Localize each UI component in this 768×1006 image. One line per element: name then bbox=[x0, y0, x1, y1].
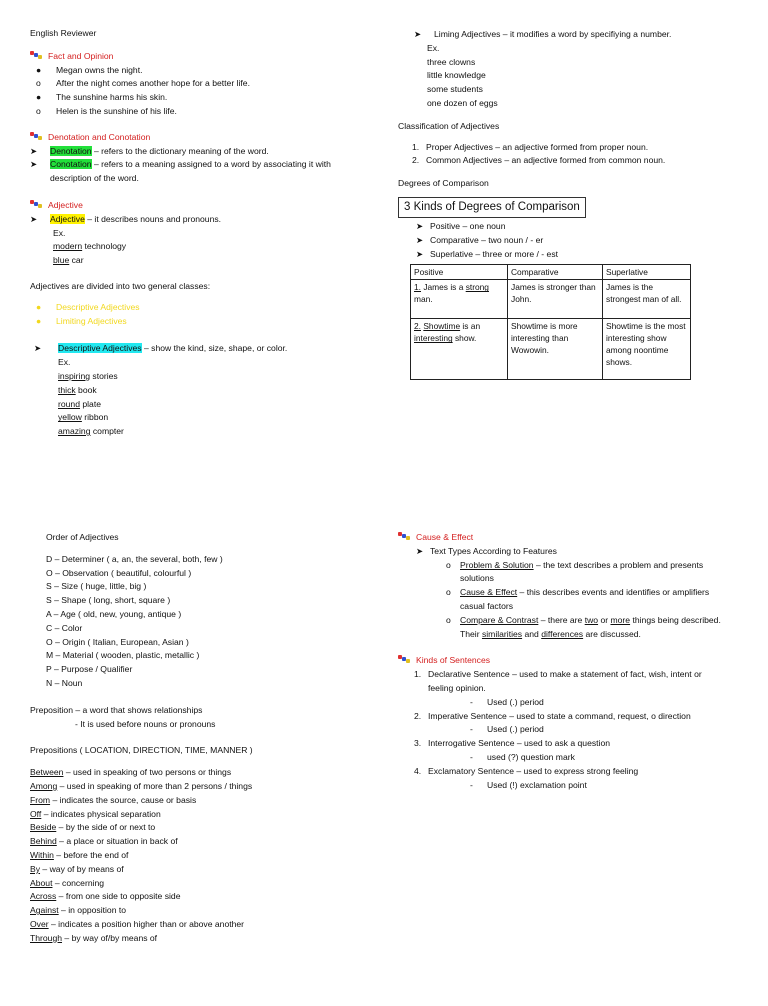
classification-item: 2. Common Adjectives – an adjective formed from common noun. bbox=[412, 155, 666, 166]
list-item: ● The sunshine harms his skin. bbox=[30, 91, 375, 105]
arrow-bullet-icon: ➤ bbox=[30, 145, 38, 156]
order-item: A – Age ( old, new, young, antique ) bbox=[46, 608, 182, 619]
order-item: C – Color bbox=[46, 622, 83, 633]
arrow-bullet-icon: ➤ bbox=[416, 220, 424, 231]
list-item: Behind – a place or situation in back of bbox=[30, 836, 178, 847]
order-item: N – Noun bbox=[46, 677, 83, 688]
sentence-item: 1. Declarative Sentence – used to make a statement of fact, wish, intent or bbox=[414, 669, 702, 680]
degree-item: ➤ Comparative – two noun / - er bbox=[398, 234, 748, 248]
text-type-item: o Problem & Solution – the text describes a problem and presents bbox=[446, 559, 704, 570]
section-marker-icon bbox=[30, 132, 42, 141]
left-column-top bbox=[30, 27, 375, 439]
section-heading-denotation: Denotation and Conotation bbox=[30, 131, 375, 145]
table-header-cell: Positive bbox=[411, 265, 508, 280]
right-column-bottom bbox=[398, 531, 753, 792]
arrow-bullet-icon: ➤ bbox=[414, 29, 422, 39]
list-item: o After the night comes another hope for a better life. bbox=[30, 77, 375, 91]
degree-item: ➤ Positive – one noun bbox=[398, 220, 748, 234]
example-item: some students bbox=[427, 84, 483, 95]
order-item: S – Shape ( long, short, square ) bbox=[46, 595, 171, 606]
text-type-item-cont: Their similarities and differences are discussed. bbox=[460, 628, 641, 639]
section-marker-icon bbox=[30, 51, 42, 60]
list-item: Beside – by the side of or next to bbox=[30, 822, 156, 833]
table-header-cell: Comparative bbox=[508, 265, 603, 280]
preposition-definition: Preposition – a word that shows relationships bbox=[30, 704, 203, 715]
section-heading-sentences: Kinds of Sentences bbox=[398, 654, 753, 668]
text-type-item-cont: solutions bbox=[460, 573, 494, 584]
list-item: About – concerning bbox=[30, 877, 105, 888]
list-item: Among – used in speaking of more than 2 persons / things bbox=[30, 780, 253, 791]
section-heading-cause-effect: Cause & Effect bbox=[398, 531, 753, 545]
table-cell: James is stronger than John. bbox=[508, 280, 603, 319]
sentence-item: 3. Interrogative Sentence – used to ask a question bbox=[414, 738, 611, 749]
bullet-marker: ● bbox=[36, 92, 42, 103]
class-item: ● Descriptive Adjectives bbox=[30, 301, 375, 315]
order-item: O – Origin ( Italian, European, Asian ) bbox=[46, 636, 189, 647]
section-heading-adjective: Adjective bbox=[30, 199, 375, 213]
class-item: ● Limiting Adjectives bbox=[30, 315, 375, 329]
arrow-bullet-icon: ➤ bbox=[416, 234, 424, 245]
example-item: little knowledge bbox=[427, 70, 486, 81]
degree-item: ➤ Superlative – three or more / - est bbox=[398, 248, 748, 262]
degrees-box-heading: 3 Kinds of Degrees of Comparison bbox=[398, 197, 586, 218]
example-label: Ex. bbox=[427, 42, 440, 53]
sentence-item: 2. Imperative Sentence – used to state a command, request, o direction bbox=[414, 710, 691, 721]
list-item: Within – before the end of bbox=[30, 849, 129, 860]
table-cell: 2. Showtime is an interesting show. bbox=[411, 319, 508, 380]
text-type-item-cont: casual factors bbox=[460, 600, 514, 611]
table-header-cell: Superlative bbox=[603, 265, 691, 280]
list-item: Through – by way of/by means of bbox=[30, 932, 158, 943]
arrow-bullet-icon: ➤ bbox=[34, 343, 42, 354]
prepositions-heading: Prepositions ( LOCATION, DIRECTION, TIME, MANNER ) bbox=[30, 745, 253, 756]
order-item: O – Observation ( beautiful, colourful ) bbox=[46, 567, 192, 578]
bullet-marker: o bbox=[36, 78, 41, 89]
arrow-bullet-icon: ➤ bbox=[416, 545, 424, 556]
example-item: one dozen of eggs bbox=[427, 97, 498, 108]
fact-opinion-list bbox=[30, 64, 375, 119]
left-column-bottom bbox=[30, 531, 380, 946]
example-label: Ex. bbox=[58, 357, 71, 368]
bullet-marker: ● bbox=[36, 315, 42, 326]
conotation-continued: description of the word. bbox=[50, 173, 139, 184]
arrow-bullet-icon: ➤ bbox=[416, 248, 424, 259]
example-item: modern technology bbox=[53, 241, 127, 252]
example-item: three clowns bbox=[427, 56, 476, 67]
list-item: By – way of by means of bbox=[30, 863, 124, 874]
preposition-definition-note: - It is used before nouns or pronouns bbox=[75, 718, 216, 729]
section-heading-fact-opinion: Fact and Opinion bbox=[30, 50, 375, 64]
table-cell: Showtime is the most interesting show among noontime shows. bbox=[603, 319, 691, 380]
list-item: ● Megan owns the night. bbox=[30, 64, 375, 78]
example-item: blue car bbox=[53, 255, 84, 266]
list-item: Over – indicates a position higher than or above another bbox=[30, 918, 245, 929]
example-item: inspiring stories bbox=[58, 370, 118, 381]
order-item: M – Material ( wooden, plastic, metallic ) bbox=[46, 650, 200, 661]
order-item: P – Purpose / Qualifier bbox=[46, 664, 133, 675]
bullet-marker: o bbox=[36, 105, 41, 116]
conotation-item: ➤ Conotation – refers to a meaning assigned to a word by associating it with bbox=[30, 158, 375, 172]
list-item: Across – from one side to opposite side bbox=[30, 891, 181, 902]
table-cell: 1. James is a strong man. bbox=[411, 280, 508, 319]
text-type-item: o Cause & Effect – this describes events and identifies or amplifiers bbox=[446, 587, 710, 598]
sentence-usage: - used (?) question mark bbox=[470, 751, 575, 762]
example-item: round plate bbox=[58, 398, 102, 409]
table-cell: James is the strongest man of all. bbox=[603, 280, 691, 319]
list-item: Between – used in speaking of two persons or things bbox=[30, 767, 232, 778]
arrow-bullet-icon: ➤ bbox=[30, 213, 38, 224]
example-item: yellow ribbon bbox=[58, 412, 109, 423]
sentence-usage: - Used (!) exclamation point bbox=[470, 779, 587, 790]
list-item: Off – indicates physical separation bbox=[30, 808, 161, 819]
section-marker-icon bbox=[30, 200, 42, 209]
sentence-usage: - Used (.) period bbox=[470, 696, 544, 707]
classification-heading: Classification of Adjectives bbox=[398, 120, 500, 131]
adjective-definition: ➤ Adjective – it describes nouns and pronouns. bbox=[30, 213, 375, 227]
section-marker-icon bbox=[398, 532, 410, 541]
order-heading: Order of Adjectives bbox=[46, 532, 119, 542]
example-label: Ex. bbox=[53, 227, 66, 238]
bullet-marker: ● bbox=[36, 64, 42, 75]
list-item: Against – in opposition to bbox=[30, 905, 127, 916]
classification-item: 1. Proper Adjectives – an adjective formed from proper noun. bbox=[412, 141, 649, 152]
limiting-definition: ➤ Liming Adjectives – it modifies a word by specifiying a number. bbox=[398, 28, 748, 42]
list-item: o Helen is the sunshine of his life. bbox=[30, 105, 375, 119]
sentence-item: 4. Exclamatory Sentence – used to express strong feeling bbox=[414, 765, 639, 776]
order-item: S – Size ( huge, little, big ) bbox=[46, 581, 147, 592]
text-types-heading: ➤ Text Types According to Features bbox=[398, 545, 753, 559]
denotation-item: ➤ Denotation – refers to the dictionary meaning of the word. bbox=[30, 145, 375, 159]
comparison-table bbox=[410, 264, 691, 380]
table-cell: Showtime is more interesting than Wowowin. bbox=[508, 319, 603, 380]
order-item: D – Determiner ( a, an, the several, both, few ) bbox=[46, 553, 223, 564]
degrees-heading: Degrees of Comparison bbox=[398, 178, 489, 189]
list-item: From – indicates the source, cause or basis bbox=[30, 794, 197, 805]
sentence-item-cont: feeling opinion. bbox=[428, 682, 486, 693]
example-item: thick book bbox=[58, 384, 97, 395]
table-row bbox=[411, 319, 691, 380]
arrow-bullet-icon: ➤ bbox=[30, 159, 38, 170]
text-type-item: o Compare & Contrast – there are two or more things being described. bbox=[446, 614, 721, 625]
section-marker-icon bbox=[398, 655, 410, 664]
adjective-classes-intro: Adjectives are divided into two general classes: bbox=[30, 280, 211, 291]
bullet-marker: ● bbox=[36, 301, 42, 312]
page-title: English Reviewer bbox=[30, 28, 97, 38]
preposition-list bbox=[30, 766, 380, 945]
descriptive-definition: ➤ Descriptive Adjectives – show the kind, size, shape, or color. bbox=[30, 342, 375, 356]
sentence-usage: - Used (.) period bbox=[470, 724, 544, 735]
table-row bbox=[411, 280, 691, 319]
example-item: amazing compter bbox=[58, 426, 124, 437]
right-column-top bbox=[398, 28, 748, 380]
table-header-row bbox=[411, 265, 691, 280]
